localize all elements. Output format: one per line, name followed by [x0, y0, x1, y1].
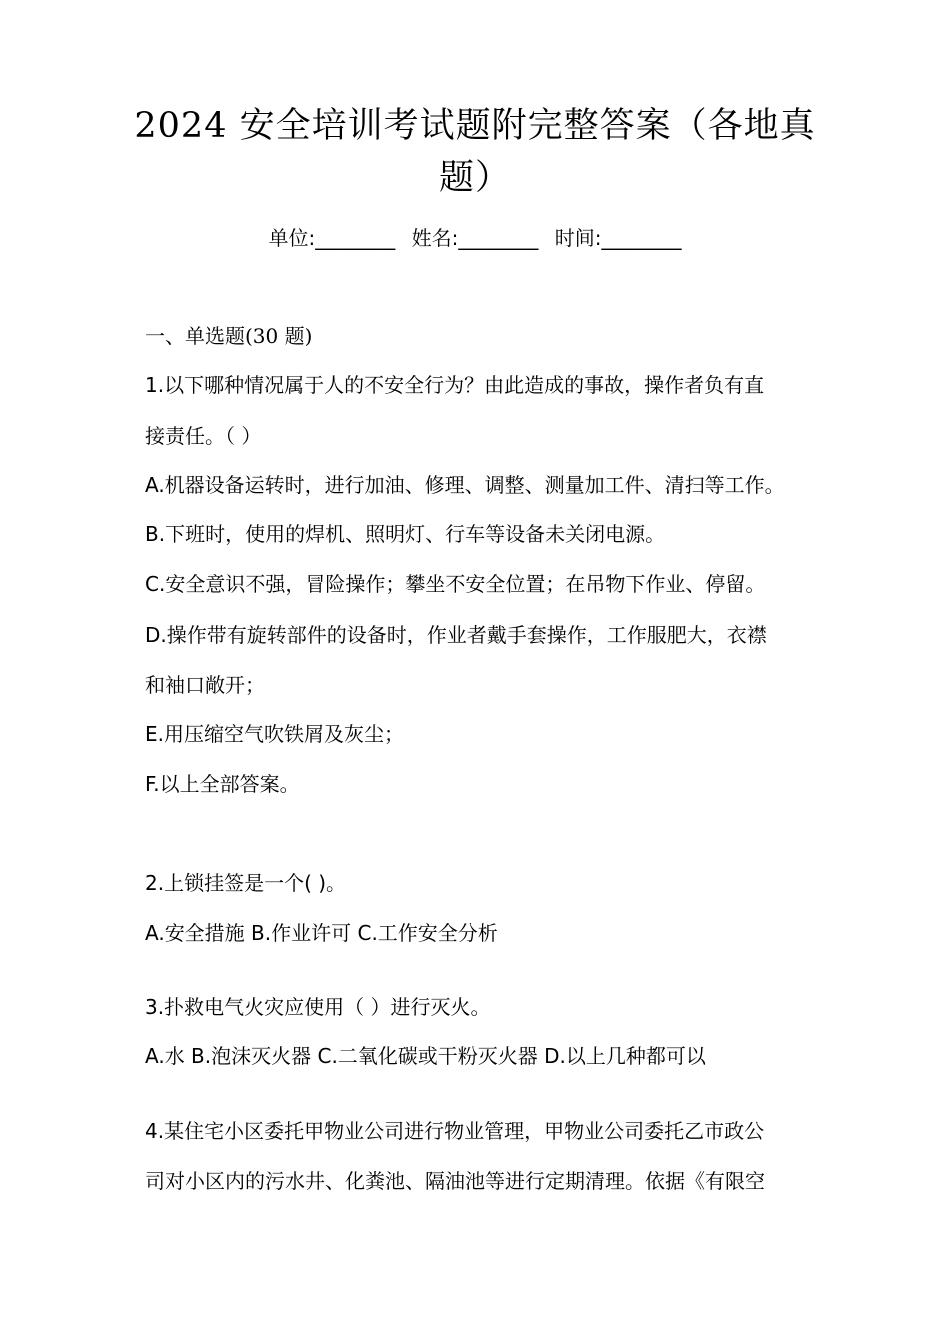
question-2-stem: 2.上锁挂签是一个( )。	[145, 871, 347, 895]
document-meta	[0, 224, 950, 252]
unit-field: 单位:________	[268, 226, 396, 250]
question-4-stem-line-2: 司对小区内的污水井、化粪池、隔油池等进行定期清理。依据《有限空	[145, 1169, 765, 1193]
question-2-options: A.安全措施 B.作业许可 C.工作安全分析	[145, 921, 498, 945]
title-line-1: 2024 安全培训考试题附完整答案（各地真	[134, 106, 816, 146]
question-1-option-f: F.以上全部答案。	[145, 772, 300, 796]
question-1-option-e: E.用压缩空气吹铁屑及灰尘；	[145, 722, 404, 746]
question-1-option-a: A.机器设备运转时，进行加油、修理、调整、测量加工件、清扫等工作。	[145, 473, 785, 497]
document-title	[130, 100, 820, 204]
section-heading: 一、单选题(30 题)	[145, 324, 313, 348]
question-1-option-d-line-2: 和袖口敞开；	[145, 673, 265, 697]
question-3-options: A.水 B.泡沫灭火器 C.二氧化碳或干粉灭火器 D.以上几种都可以	[145, 1044, 706, 1068]
question-1-option-d-line-1: D.操作带有旋转部件的设备时，作业者戴手套操作，工作服肥大，衣襟	[145, 623, 767, 647]
question-1-stem-line-1: 1.以下哪种情况属于人的不安全行为？由此造成的事故，操作者负有直	[145, 373, 765, 397]
question-1-stem-line-2: 接责任。（ ）	[145, 424, 262, 448]
question-3-stem: 3.扑救电气火灾应使用（ ）进行灭火。	[145, 995, 491, 1019]
title-line-2: 题）	[438, 158, 511, 198]
question-4-stem-line-1: 4.某住宅小区委托甲物业公司进行物业管理，甲物业公司委托乙市政公	[145, 1119, 765, 1143]
question-1-option-c: C.安全意识不强，冒险操作；攀坐不安全位置；在吊物下作业、停留。	[145, 572, 766, 596]
name-field: 姓名:________	[411, 226, 539, 250]
time-field: 时间:________	[554, 226, 682, 250]
question-1-option-b: B.下班时，使用的焊机、照明灯、行车等设备未关闭电源。	[145, 522, 666, 546]
